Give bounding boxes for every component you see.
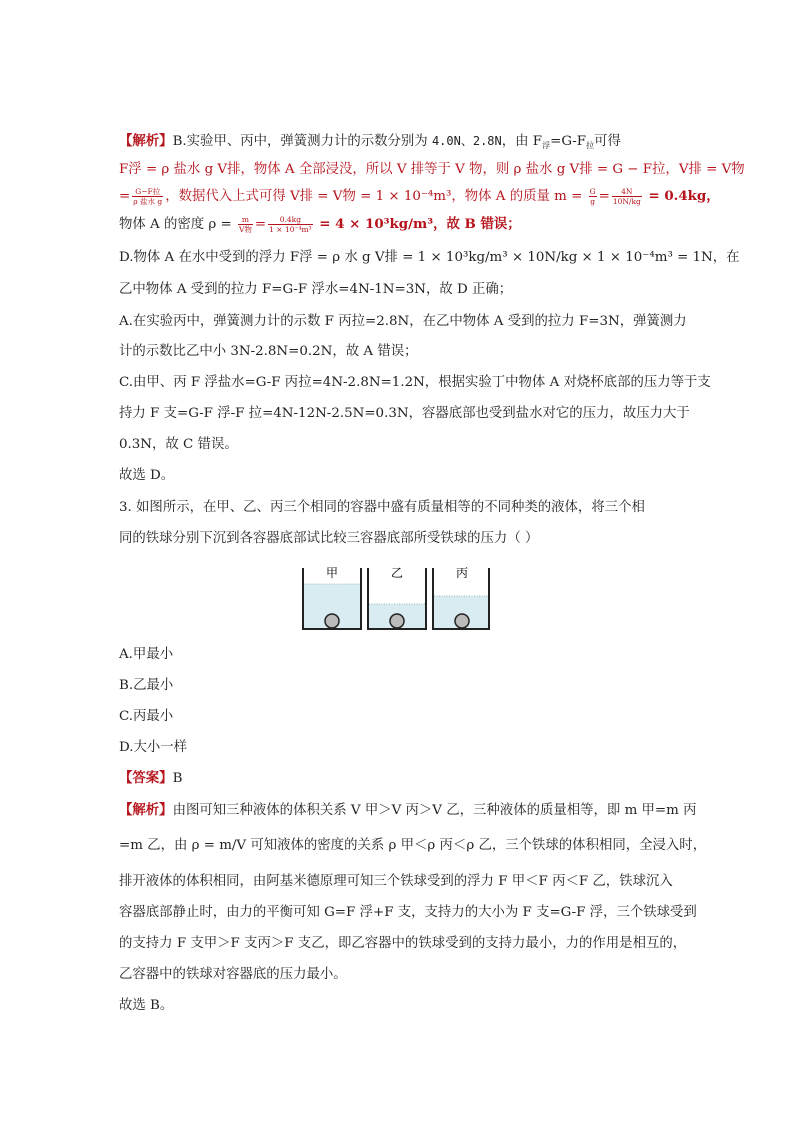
analysis-line-11: 0.3N，故 C 错误。 bbox=[119, 437, 238, 452]
explanation-line-6: 乙容器中的铁球对容器底的压力最小。 bbox=[119, 967, 347, 982]
analysis-line-3: = $\frac{\text{G−F拉}}{\text{ρ 盐水 g}}$ ，数据代入上式可得 V排 = V物 = 1 × 10⁻⁴m³，物体 A 的质量 m = $\frac{G}{g}$ = $\frac{4N}{10N/kg}$ = 0.4kg， bbox=[119, 187, 720, 206]
explanation-tag: 【解析】 bbox=[119, 802, 173, 818]
container-bing bbox=[433, 566, 490, 629]
fraction: $\frac{G}{g}$ bbox=[589, 187, 596, 206]
explanation-line-3: 排开液体的体积相同，由阿基米德原理可知三个铁球受到的浮力 F 甲＜F 丙＜F 乙，铁球沉入 bbox=[119, 874, 673, 889]
analysis-tag: 【解析】 bbox=[119, 133, 173, 149]
iron-ball-jia bbox=[325, 614, 339, 628]
analysis-line-7: A.在实验丙中，弹簧测力计的示数 F 丙拉=2.8N，在乙中物体 A 受到的拉力 F=3N，弹簧测力 bbox=[119, 314, 687, 329]
explanation-conclusion: 故选 B。 bbox=[119, 998, 174, 1013]
analysis-line-10: 持力 F 支=G-F 浮-F 拉=4N-12N-2.5N=0.3N，容器底部也受到盐水对它的压力，故压力大于 bbox=[119, 406, 690, 421]
explanation-line-4: 容器底部静止时，由力的平衡可知 G=F 浮+F 支，支持力的大小为 F 支=G-F 浮，三个铁球受到 bbox=[119, 905, 697, 920]
conclusion-line: 故选 D。 bbox=[119, 468, 175, 483]
container-jia bbox=[303, 566, 361, 629]
explanation-line-1: 【解析】由图可知三种液体的体积关系 V 甲＞V 丙＞V 乙，三种液体的质量相等，即 m 甲=m 丙 bbox=[119, 802, 697, 818]
container-yi bbox=[368, 566, 426, 629]
fraction: $\frac{4N}{10N/kg}$ bbox=[612, 187, 641, 206]
analysis-line-9: C.由甲、丙 F 浮盐水=G-F 丙拉=4N-2.8N=1.2N，根据实验丁中物体 A 对烧杯底部的压力等于支 bbox=[119, 375, 711, 390]
iron-ball-bing bbox=[455, 614, 469, 628]
answer-line bbox=[119, 768, 182, 789]
question-line-1: 3. 如图所示，在甲、乙、丙三个相同的容器中盛有质量相等的不同种类的液体，将三个相 bbox=[119, 500, 645, 515]
label-yi: 乙 bbox=[390, 566, 404, 580]
analysis-line-8: 计的示数比乙中小 3N-2.8N=0.2N，故 A 错误； bbox=[119, 344, 418, 359]
label-bing: 丙 bbox=[455, 566, 469, 580]
explanation-line-2: =m 乙，由 ρ = m/V 可知液体的密度的关系 ρ 甲＜ρ 丙＜ρ 乙，三个铁球的体积相同，全浸入时， bbox=[119, 838, 707, 853]
containers-diagram bbox=[300, 562, 490, 632]
option-b: B.乙最小 bbox=[119, 678, 174, 693]
option-c: C.丙最小 bbox=[119, 709, 174, 724]
answer-tag: 【答案】 bbox=[119, 770, 173, 786]
analysis-line-5: D.物体 A 在水中受到的浮力 F浮 = ρ 水 g V排 = 1 × 10³kg/m³ × 10N/kg × 1 × 10⁻⁴m³ = 1N，在 bbox=[119, 250, 740, 265]
option-d: D.大小一样 bbox=[119, 740, 188, 755]
option-a: A.甲最小 bbox=[119, 647, 174, 662]
analysis-line-4: 物体 A 的密度 ρ = $\frac{m}{\text{V物}}$ = $\frac{0.4kg}{\text{1 × 10⁻⁴m³}}$ = 4 × 10³kg/m³，故 B 错误； bbox=[119, 215, 521, 234]
iron-ball-yi bbox=[390, 614, 404, 628]
fraction: $\frac{\text{G−F拉}}{\text{ρ 盐水 g}}$ bbox=[133, 187, 163, 206]
fraction: $\frac{0.4kg}{\text{1 × 10⁻⁴m³}}$ bbox=[269, 215, 312, 234]
label-jia: 甲 bbox=[325, 566, 339, 580]
explanation-line-5: 的支持力 F 支甲＞F 支丙＞F 支乙，即乙容器中的铁球受到的支持力最小，力的作用是相互的， bbox=[119, 936, 687, 951]
question-number: 3. bbox=[119, 500, 132, 515]
answer-value: B bbox=[172, 771, 183, 786]
analysis-line-6: 乙中物体 A 受到的拉力 F=G-F 浮水=4N-1N=3N，故 D 正确； bbox=[119, 282, 513, 297]
fraction: $\frac{m}{\text{V物}}$ bbox=[239, 215, 252, 234]
analysis-line-1: 【解析】B.实验甲、丙中，弹簧测力计的示数分别为 4.0N、2.8N，由 $F_浮=G-F_拉$可得 bbox=[119, 133, 621, 150]
analysis-line-2: F浮 = ρ 盐水 g V排，物体 A 全部浸没，所以 V 排等于 V 物，则 ρ 盐水 g V排 = G − F拉，V排 = V物 bbox=[119, 162, 745, 177]
question-line-2: 同的铁球分别下沉到各容器底部试比较三容器底部所受铁球的压力（ ） bbox=[119, 531, 539, 546]
